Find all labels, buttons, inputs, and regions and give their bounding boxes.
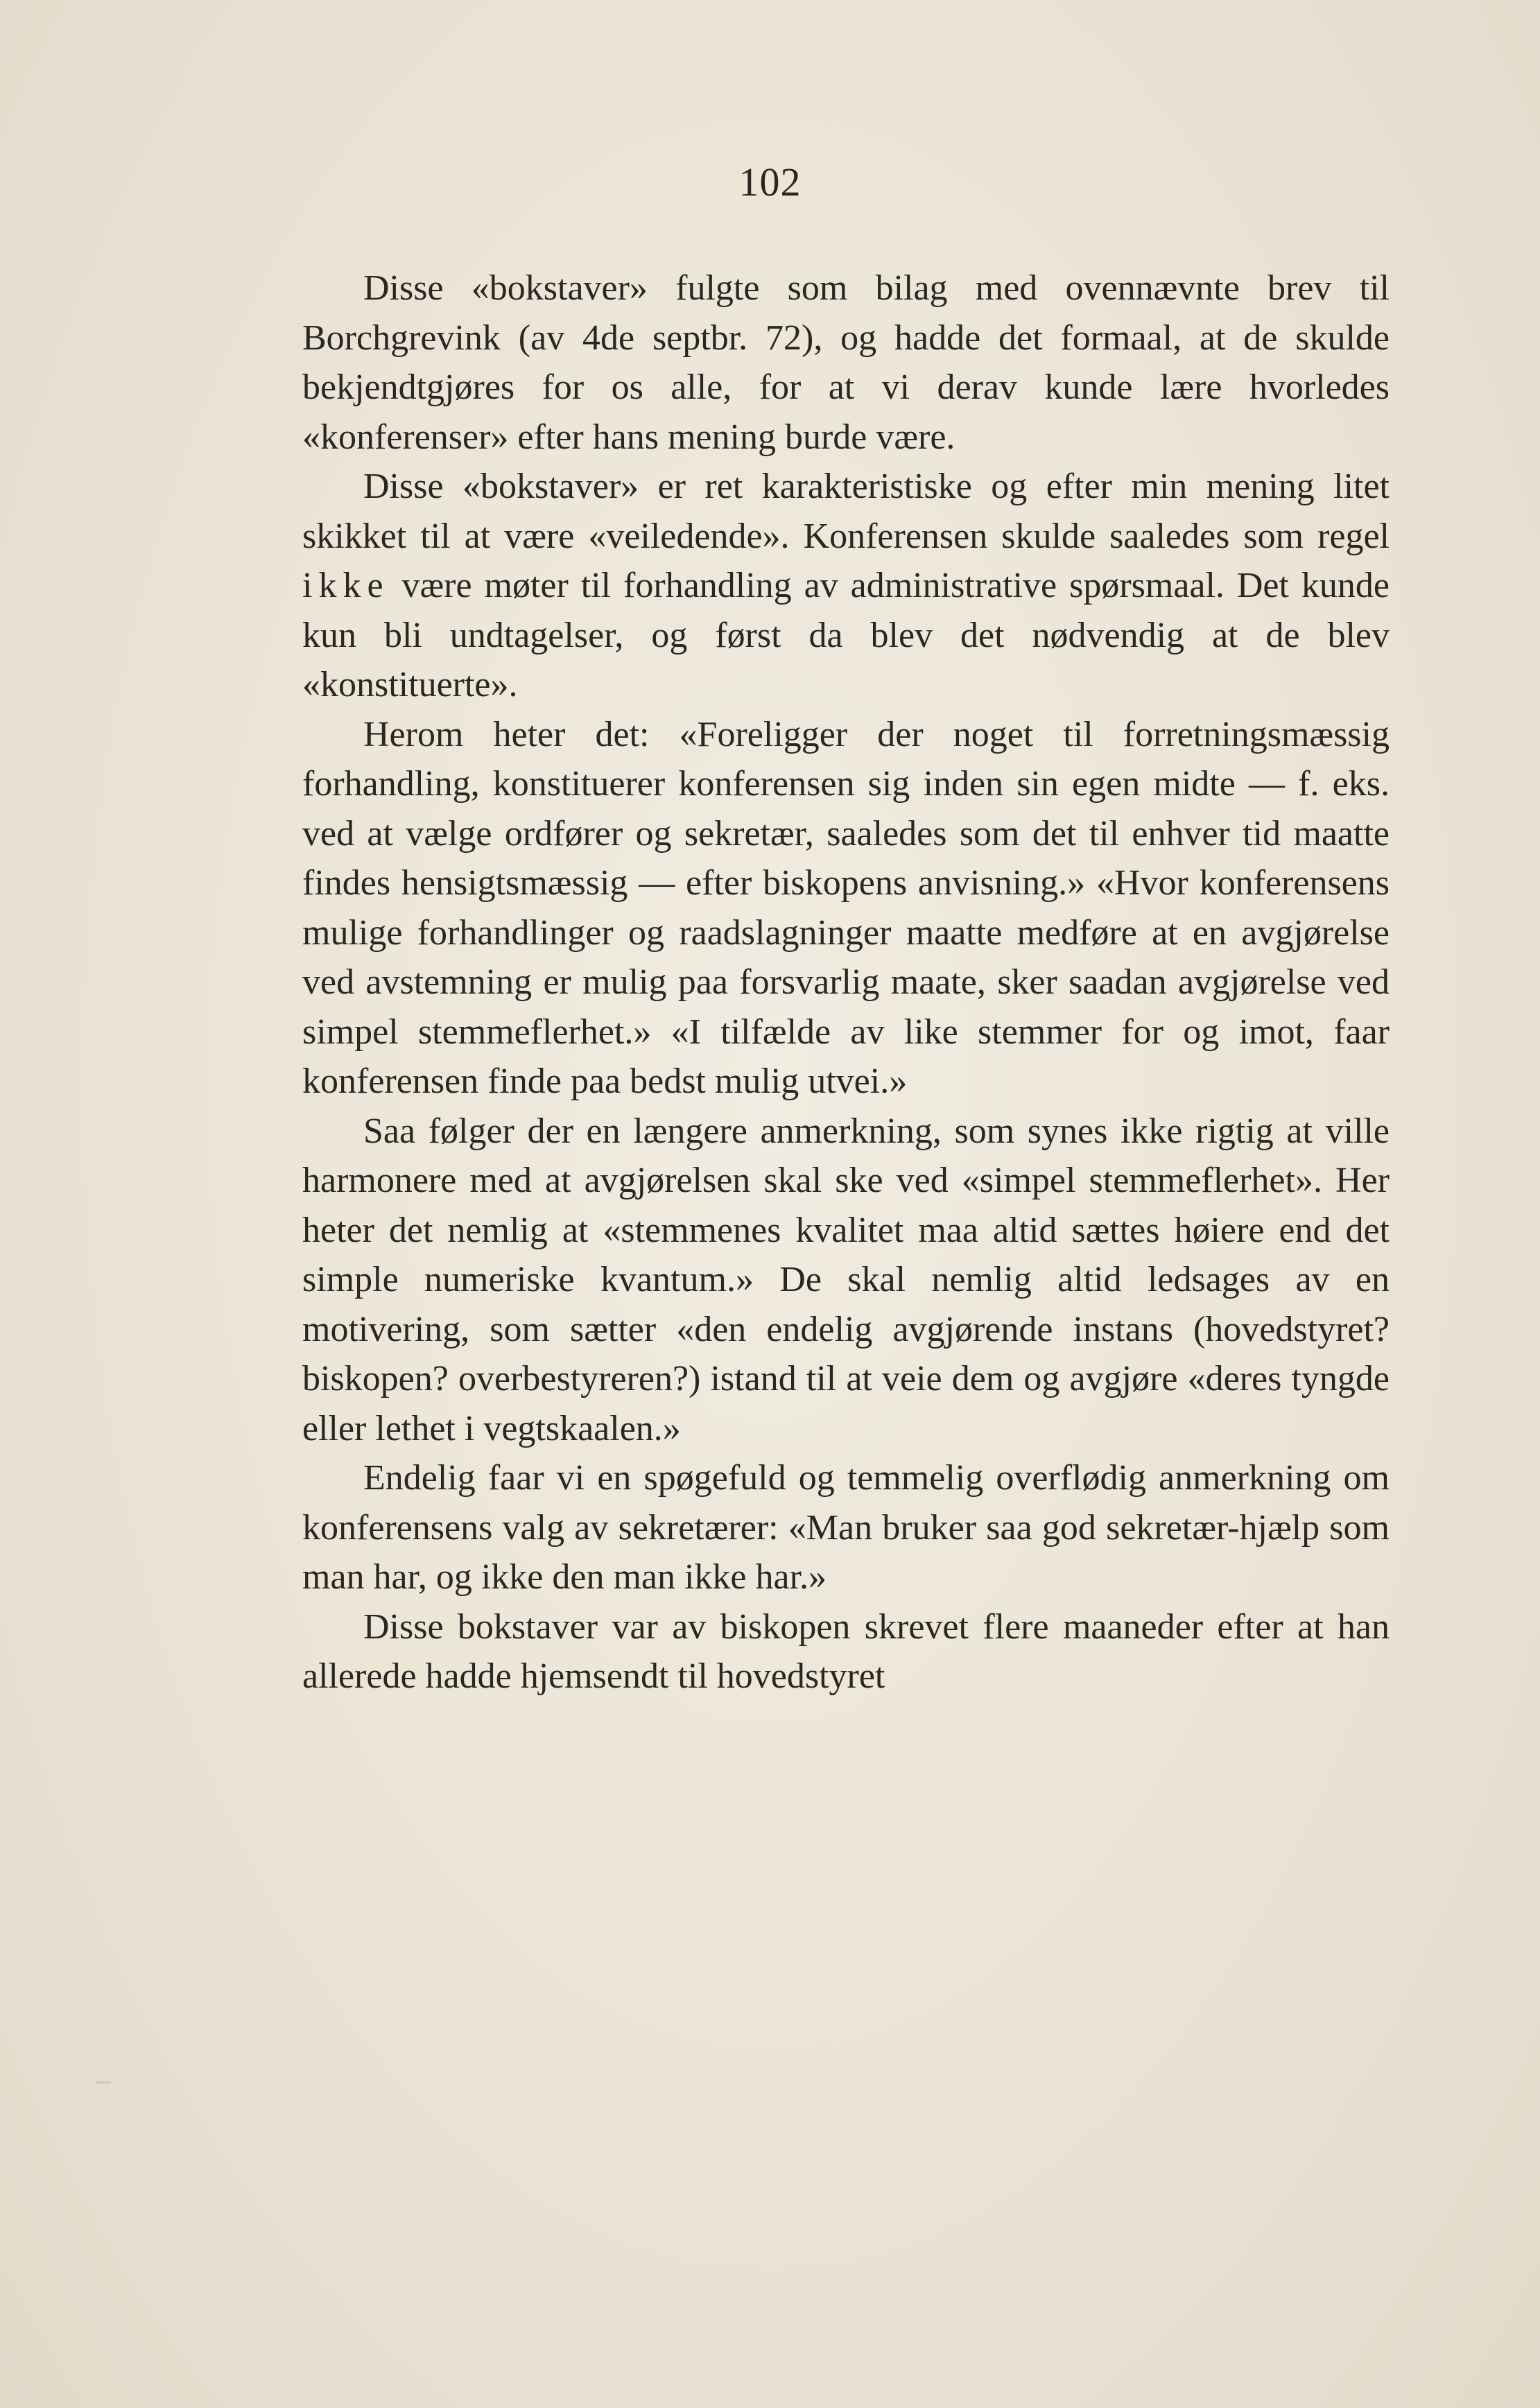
paragraph-4: Saa følger der en længere anmerkning, som synes ikke rigtig at ville harmonere med at avgjørelsen skal ske ved «simpel stemmeflerhet». Her heter det nemlig at «stemmenes kvalitet maa altid sættes høiere end det simple numeriske kvantum.» De skal nemlig altid ledsages av en motivering, som sætter «den endelig avgjørende instans (hovedstyret? biskopen? overbestyreren?) istand til at veie dem og avgjøre «deres tyngde eller lethet i vegtskaalen.» [302,1111,1390,1448]
paragraph-3: Herom heter det: «Foreligger der noget til forretningsmæssig forhandling, konstituerer konferensen sig inden sin egen midte — f. eks. ved at vælge ordfører og sekretær, saaledes som det til enhver tid maatte findes hensigtsmæssig — efter biskopens anvisning.» «Hvor konferensens mulige forhandlinger og raadslagninger maatte medføre at en avgjørelse ved avstemning er mulig paa forsvarlig maate, sker saadan avgjørelse ved simpel stemmeflerhet.» «I tilfælde av like stemmer for og imot, faar konferensen finde paa bedst mulig utvei.» [302,714,1390,1101]
paragraph-6: Disse bokstaver var av biskopen skrevet flere maaneder efter at han allerede hadde hjemsendt til hovedstyret [302,1606,1390,1696]
paragraph-2 [302,462,1390,710]
emphasized-word: ikke [302,566,390,605]
margin-mark [96,2081,111,2084]
paragraph-5: Endelig faar vi en spøgefuld og temmelig overflødig anmerkning om konferensens valg av sekretærer: «Man bruker saa god sekretær-hjælp som man har, og ikke den man ikke har.» [302,1458,1390,1597]
paragraph-2-text-after: være møter til forhandling av administrative spørsmaal. Det kunde kun bli undtagelser, og først da blev det nødvendig at de blev «konstituerte». [302,566,1390,704]
paragraph-1: Disse «bokstaver» fulgte som bilag med ovennævnte brev til Borchgrevink (av 4de septbr. 72), og hadde det formaal, at de skulde bekjendtgjøres for os alle, for at vi derav kunde lære hvorledes «konferenser» efter hans mening burde være. [302,268,1390,457]
body-text [302,263,1390,1701]
page-number: 102 [738,159,802,205]
paragraph-2-text-before: Disse «bokstaver» er ret karakteristiske og efter min mening litet skikket til at være «veiledende». Konferensen skulde saaledes som regel [302,467,1390,556]
